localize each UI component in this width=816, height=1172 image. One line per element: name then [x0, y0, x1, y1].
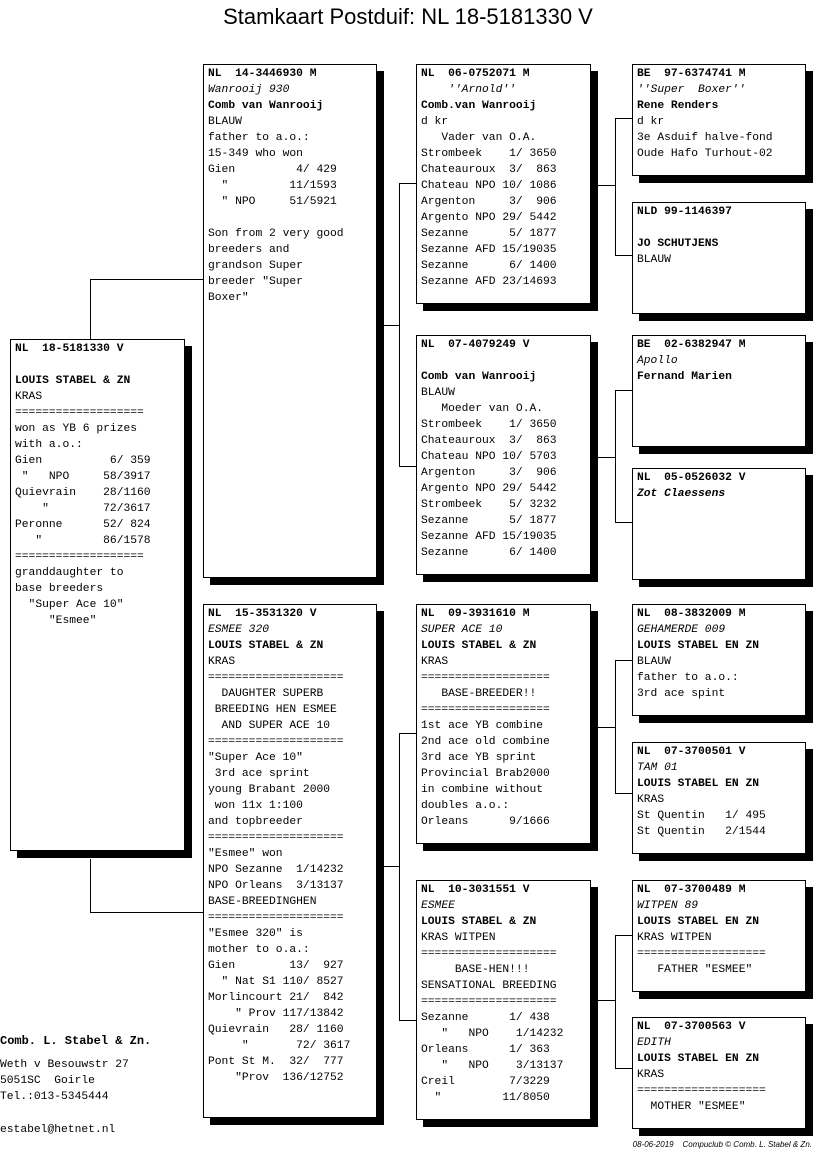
card-line: BLAUW	[637, 254, 671, 266]
ring-number: NLD 99-1146397	[637, 206, 732, 218]
card-line: ===================	[637, 948, 766, 960]
card-line: LOUIS STABEL EN ZN	[637, 1053, 760, 1065]
card-line: Strombeek 1/ 3650	[421, 419, 557, 431]
pigeon-card-dam-dam	[416, 880, 591, 1120]
card-line: won as YB 6 prizes	[15, 423, 138, 435]
card-line: FATHER "ESMEE"	[637, 964, 753, 976]
card-line: BASE-HEN!!!	[421, 964, 530, 976]
card-line: KRAS	[421, 656, 449, 668]
connector-subject-dam	[90, 859, 204, 913]
connector-sire-stub	[383, 325, 399, 326]
ring-number: NL 06-0752071 M	[421, 68, 530, 80]
card-line: WITPEN 89	[637, 900, 699, 912]
card-line: breeder "Super	[208, 276, 303, 288]
card-line: EDITH	[637, 1037, 671, 1049]
card-line: 2nd ace old combine	[421, 736, 550, 748]
card-line: Provincial Brab2000	[421, 768, 550, 780]
pigeon-card-dam	[203, 604, 377, 1118]
card-line: " Nat S1 110/ 8527	[208, 976, 344, 988]
card-line: 15-349 who won	[208, 148, 303, 160]
card-line: Sezanne AFD 23/14693	[421, 276, 557, 288]
card-line: KRAS	[637, 794, 665, 806]
card-line: Boxer"	[208, 292, 249, 304]
pigeon-card-dam-sire	[416, 604, 591, 844]
footer-credit	[633, 1140, 812, 1149]
card-line: " NPO 1/14232	[421, 1028, 564, 1040]
card-line: LOUIS STABEL EN ZN	[637, 916, 760, 928]
ring-number: BE 97-6374741 M	[637, 68, 746, 80]
card-line: Orleans 9/1666	[421, 816, 550, 828]
card-line: young Brabant 2000	[208, 784, 331, 796]
breeder-street: Weth v Besouwstr 27	[0, 1059, 129, 1071]
card-line: ===================	[15, 551, 144, 563]
breeder-phone: Tel.:013-5345444	[0, 1091, 109, 1103]
pigeon-card-sire-dam-sire	[632, 335, 806, 447]
connector-dd-stub	[597, 1000, 615, 1001]
card-line: AND SUPER ACE 10	[208, 720, 331, 732]
card-line: base breeders	[15, 583, 104, 595]
card-line: BASE-BREEDINGHEN	[208, 896, 317, 908]
card-line: Strombeek 5/ 3232	[421, 499, 557, 511]
card-line: Oude Hafo Turhout-02	[637, 148, 773, 160]
card-line: 3e Asduif halve-fond	[637, 132, 773, 144]
pigeon-card-sire-sire	[416, 64, 591, 304]
card-line: ====================	[208, 912, 344, 924]
connector-dam-parents	[383, 733, 400, 1020]
breeder-city: 5051SC Goirle	[0, 1075, 95, 1087]
connector-ds-top	[615, 660, 632, 661]
card-line	[208, 210, 372, 226]
connector-sd-stub	[597, 457, 615, 458]
card-line: Zot Claessens	[637, 488, 726, 500]
card-line: Sezanne AFD 15/19035	[421, 244, 557, 256]
card-line: KRAS	[15, 391, 43, 403]
card-line: St Quentin 2/1544	[637, 826, 766, 838]
card-line: "Super Ace 10"	[208, 752, 303, 764]
card-line: father to a.o.:	[637, 672, 739, 684]
card-line: 3rd ace YB sprint	[421, 752, 537, 764]
card-line: KRAS	[208, 656, 236, 668]
pigeon-card-subject	[10, 339, 185, 851]
card-line: Quievrain 28/ 1160	[208, 1024, 344, 1036]
pigeon-card-sire-sire-sire	[632, 64, 806, 176]
card-line: " 72/ 3617	[208, 1040, 351, 1052]
card-line: Argento NPO 29/ 5442	[421, 483, 557, 495]
card-line: " 11/8050	[421, 1092, 550, 1104]
card-line	[421, 353, 586, 369]
card-line: LOUIS STABEL & ZN	[421, 640, 537, 652]
card-line: d kr	[637, 116, 665, 128]
card-line: ESMEE	[421, 900, 455, 912]
connector-ss-parents	[597, 118, 616, 255]
ring-number: NL 08-3832009 M	[637, 608, 746, 620]
card-line: Comb van Wanrooij	[208, 100, 324, 112]
card-line	[637, 220, 801, 236]
card-line: " Prov 117/13842	[208, 1008, 344, 1020]
ring-number: NL 10-3031551 V	[421, 884, 530, 896]
pigeon-card-dam-sire-sire	[632, 604, 806, 716]
card-line: "Prov 136/12752	[208, 1072, 344, 1084]
card-line: LOUIS STABEL & ZN	[15, 375, 131, 387]
card-line: "Esmee"	[15, 615, 97, 627]
ring-number: BE 02-6382947 M	[637, 339, 746, 351]
card-line: LOUIS STABEL & ZN	[421, 916, 537, 928]
connector-dd-parents	[597, 935, 616, 1068]
card-line: Comb.van Wanrooij	[421, 100, 537, 112]
card-line: Moeder van O.A.	[421, 403, 544, 415]
card-line: Sezanne 5/ 1877	[421, 228, 557, 240]
card-line: NPO Sezanne 1/14232	[208, 864, 344, 876]
card-line: Sezanne AFD 15/19035	[421, 531, 557, 543]
card-line: ESMEE 320	[208, 624, 270, 636]
card-line: DAUGHTER SUPERB	[208, 688, 324, 700]
pigeon-card-sire	[203, 64, 377, 578]
card-line: ====================	[421, 948, 557, 960]
connector-ss-stub	[597, 185, 615, 186]
card-line: Chateauroux 3/ 863	[421, 435, 557, 447]
pigeon-card-sire-sire-dam	[632, 202, 806, 314]
card-line: KRAS WITPEN	[421, 932, 496, 944]
card-line: BLAUW	[421, 387, 455, 399]
card-line: 1st ace YB combine	[421, 720, 544, 732]
connector-dam-dd	[399, 1020, 416, 1021]
card-line: Sezanne 6/ 1400	[421, 260, 557, 272]
card-line: Argento NPO 29/ 5442	[421, 212, 557, 224]
page-title: Stamkaart Postduif: NL 18-5181330 V	[223, 4, 593, 29]
card-line: Gien 13/ 927	[208, 960, 344, 972]
card-line: Gien 4/ 429	[208, 164, 337, 176]
card-line: in combine without	[421, 784, 544, 796]
card-line: St Quentin 1/ 495	[637, 810, 766, 822]
pigeon-card-sire-dam	[416, 335, 591, 575]
card-line: ====================	[208, 832, 344, 844]
card-line: grandson Super	[208, 260, 303, 272]
card-line: " NPO 58/3917	[15, 471, 151, 483]
card-line: won 11x 1:100	[208, 800, 303, 812]
card-line: KRAS	[637, 1069, 665, 1081]
card-line: Sezanne 6/ 1400	[421, 547, 557, 559]
card-line: Chateau NPO 10/ 5703	[421, 451, 557, 463]
footer-date: 08-06-2019	[632, 1140, 674, 1149]
card-line: " 86/1578	[15, 535, 151, 547]
card-line: 3rd ace sprint	[208, 768, 310, 780]
connector-dd-bottom	[615, 1068, 632, 1069]
card-line: LOUIS STABEL EN ZN	[637, 778, 760, 790]
card-line: " NPO 3/13137	[421, 1060, 564, 1072]
pigeon-card-sire-dam-dam	[632, 468, 806, 580]
card-line: Argenton 3/ 906	[421, 196, 557, 208]
connector-subject-sire	[90, 279, 204, 340]
card-line: ===================	[421, 704, 550, 716]
card-line: father to a.o.:	[208, 132, 310, 144]
card-line: Wanrooij 930	[208, 84, 290, 96]
card-line: breeders and	[208, 244, 290, 256]
card-line	[15, 357, 180, 373]
card-line: Apollo	[637, 355, 678, 367]
card-line: Vader van O.A.	[421, 132, 537, 144]
card-line: Comb van Wanrooij	[421, 371, 537, 383]
pigeon-card-dam-dam-dam	[632, 1017, 806, 1129]
card-line: 3rd ace spint	[637, 688, 726, 700]
connector-ds-bottom	[615, 793, 632, 794]
breeder-email: estabel@hetnet.nl	[0, 1124, 116, 1136]
connector-sd-bottom	[615, 522, 632, 523]
card-line: BLAUW	[637, 656, 671, 668]
card-line: " 72/3617	[15, 503, 151, 515]
ring-number: NL 07-3700501 V	[637, 746, 746, 758]
breeder-name: Comb. L. Stabel & Zn.	[0, 1034, 152, 1048]
ring-number: NL 18-5181330 V	[15, 343, 124, 355]
card-line: Rene Renders	[637, 100, 719, 112]
card-line: Sezanne 5/ 1877	[421, 515, 557, 527]
card-line: Chateau NPO 10/ 1086	[421, 180, 557, 192]
card-line: "Esmee 320" is	[208, 928, 303, 940]
card-line: SENSATIONAL BREEDING	[421, 980, 557, 992]
card-line: BLAUW	[208, 116, 242, 128]
card-line: LOUIS STABEL & ZN	[208, 640, 324, 652]
card-line: Pont St M. 32/ 777	[208, 1056, 344, 1068]
card-line: mother to o.a.:	[208, 944, 310, 956]
card-line: Peronne 52/ 824	[15, 519, 151, 531]
card-line: Strombeek 1/ 3650	[421, 148, 557, 160]
connector-ss-bottom	[615, 255, 632, 256]
card-line: ====================	[421, 996, 557, 1008]
ring-number: NL 07-4079249 V	[421, 339, 530, 351]
ring-number: NL 14-3446930 M	[208, 68, 317, 80]
card-line: Sezanne 1/ 438	[421, 1012, 550, 1024]
card-line: Creil 7/3229	[421, 1076, 550, 1088]
connector-sire-ss	[399, 183, 416, 184]
card-line: and topbreeder	[208, 816, 303, 828]
ring-number: NL 15-3531320 V	[208, 608, 317, 620]
card-line: ''Arnold''	[421, 84, 516, 96]
card-line: Morlincourt 21/ 842	[208, 992, 344, 1004]
card-line: GEHAMERDE 009	[637, 624, 726, 636]
card-line: TAM 01	[637, 762, 678, 774]
card-line: Orleans 1/ 363	[421, 1044, 550, 1056]
card-line: BASE-BREEDER!!	[421, 688, 537, 700]
ring-number: NL 07-3700489 M	[637, 884, 746, 896]
card-line: "Esmee" won	[208, 848, 283, 860]
card-line: ====================	[208, 672, 344, 684]
ring-number: NL 07-3700563 V	[637, 1021, 746, 1033]
card-line: JO SCHUTJENS	[637, 238, 719, 250]
card-line: ====================	[208, 736, 344, 748]
card-line: LOUIS STABEL EN ZN	[637, 640, 760, 652]
card-line: NPO Orleans 3/13137	[208, 880, 344, 892]
card-line: Argenton 3/ 906	[421, 467, 557, 479]
card-line: "Super Ace 10"	[15, 599, 124, 611]
card-line: Gien 6/ 359	[15, 455, 151, 467]
card-line: Chateauroux 3/ 863	[421, 164, 557, 176]
ring-number: NL 09-3931610 M	[421, 608, 530, 620]
card-line: granddaughter to	[15, 567, 124, 579]
card-line: ===================	[637, 1085, 766, 1097]
pigeon-card-dam-dam-sire	[632, 880, 806, 992]
card-line: " 11/1593	[208, 180, 337, 192]
card-line: SUPER ACE 10	[421, 624, 503, 636]
connector-ds-stub	[597, 727, 615, 728]
connector-ss-top	[615, 118, 632, 119]
connector-dam-stub	[383, 866, 399, 867]
card-line: " NPO 51/5921	[208, 196, 337, 208]
card-line: Fernand Marien	[637, 371, 732, 383]
connector-dd-top	[615, 935, 632, 936]
pigeon-card-dam-sire-dam	[632, 742, 806, 854]
card-line: ===================	[15, 407, 144, 419]
card-line: BREEDING HEN ESMEE	[208, 704, 337, 716]
connector-sd-parents	[597, 390, 616, 522]
card-line: KRAS WITPEN	[637, 932, 712, 944]
connector-sire-sd	[399, 466, 416, 467]
footer-copyright: Compuclub © Comb. L. Stabel & Zn.	[682, 1140, 812, 1149]
card-line: Son from 2 very good	[208, 228, 344, 240]
connector-dam-ds	[399, 733, 416, 734]
card-line: with a.o.:	[15, 439, 83, 451]
connector-sd-top	[615, 390, 632, 391]
card-line: d kr	[421, 116, 449, 128]
card-line: ===================	[421, 672, 550, 684]
card-line: MOTHER "ESMEE"	[637, 1101, 746, 1113]
ring-number: NL 05-0526032 V	[637, 472, 746, 484]
card-line: doubles a.o.:	[421, 800, 510, 812]
card-line: Quievrain 28/1160	[15, 487, 151, 499]
card-line: ''Super Boxer''	[637, 84, 746, 96]
